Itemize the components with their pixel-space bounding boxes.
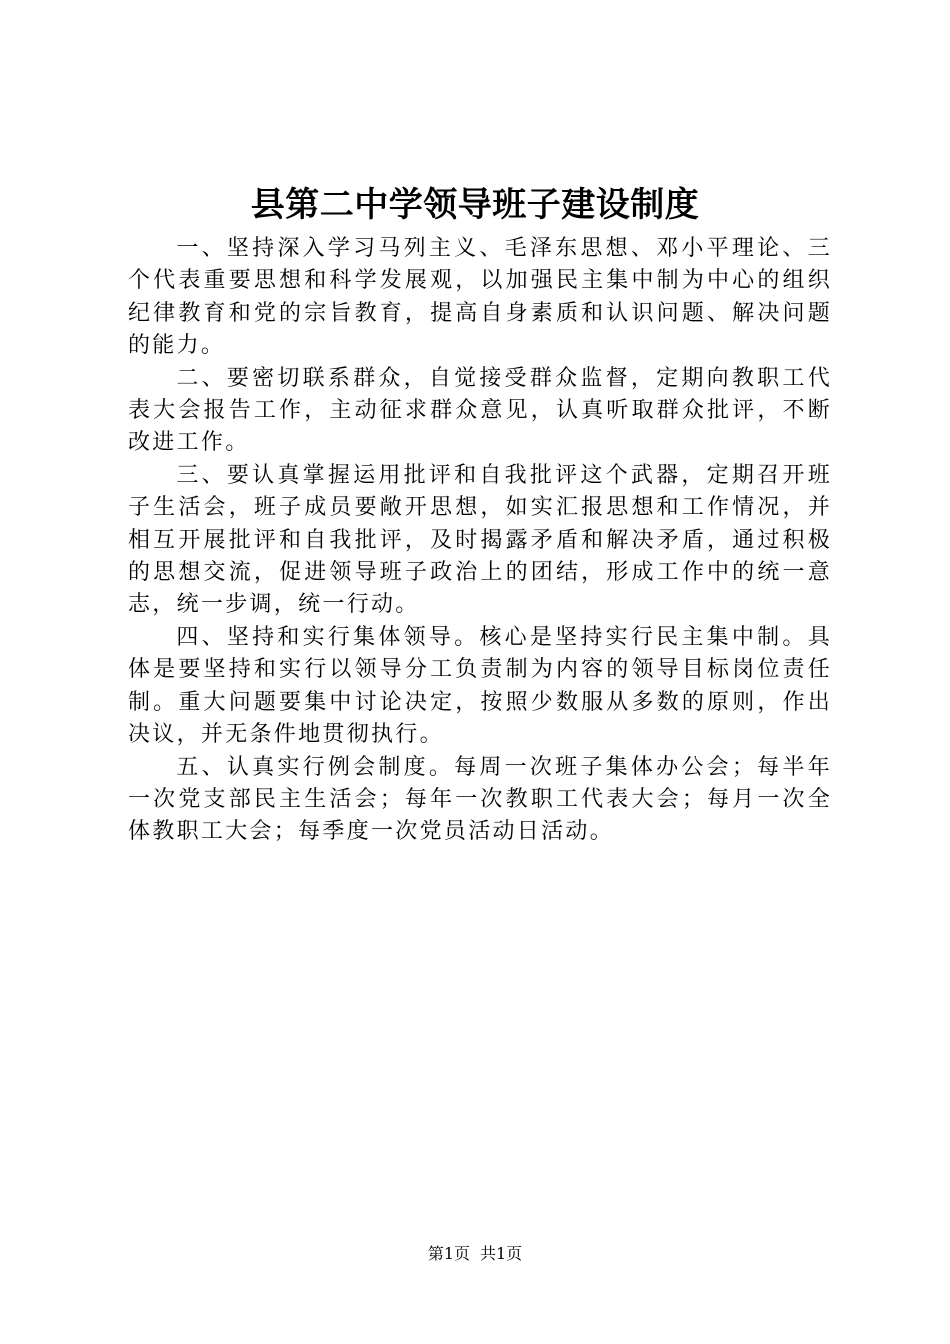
page-number-current: 第1页 bbox=[427, 1244, 470, 1263]
paragraph-4: 四、坚持和实行集体领导。核心是坚持实行民主集中制。具体是要坚持和实行以领导分工负责制为内容的领导目标岗位责任制。重大问题要集中讨论决定，按照少数服从多数的原则，作出决议，并无条件地贯彻执行。 bbox=[128, 624, 832, 748]
page-number-total: 共1页 bbox=[480, 1244, 523, 1263]
document-body bbox=[128, 233, 832, 849]
page-footer bbox=[0, 1243, 950, 1265]
paragraph-2: 二、要密切联系群众，自觉接受群众监督，定期向教职工代表大会报告工作，主动征求群众意见，认真听取群众批评，不断改进工作。 bbox=[128, 365, 832, 456]
paragraph-3: 三、要认真掌握运用批评和自我批评这个武器，定期召开班子生活会，班子成员要敞开思想，如实汇报思想和工作情况，并相互开展批评和自我批评，及时揭露矛盾和解决矛盾，通过积极的思想交流，促进领导班子政治上的团结，形成工作中的统一意志，统一步调，统一行动。 bbox=[128, 462, 832, 618]
paragraph-5: 五、认真实行例会制度。每周一次班子集体办公会；每半年一次党支部民主生活会；每年一次教职工代表大会；每月一次全体教职工大会；每季度一次党员活动日活动。 bbox=[128, 754, 832, 845]
paragraph-1: 一、坚持深入学习马列主义、毛泽东思想、邓小平理论、三个代表重要思想和科学发展观，以加强民主集中制为中心的组织纪律教育和党的宗旨教育，提高自身素质和认识问题、解决问题的能力。 bbox=[128, 236, 832, 359]
document-title: 县第二中学领导班子建设制度 bbox=[250, 185, 700, 225]
